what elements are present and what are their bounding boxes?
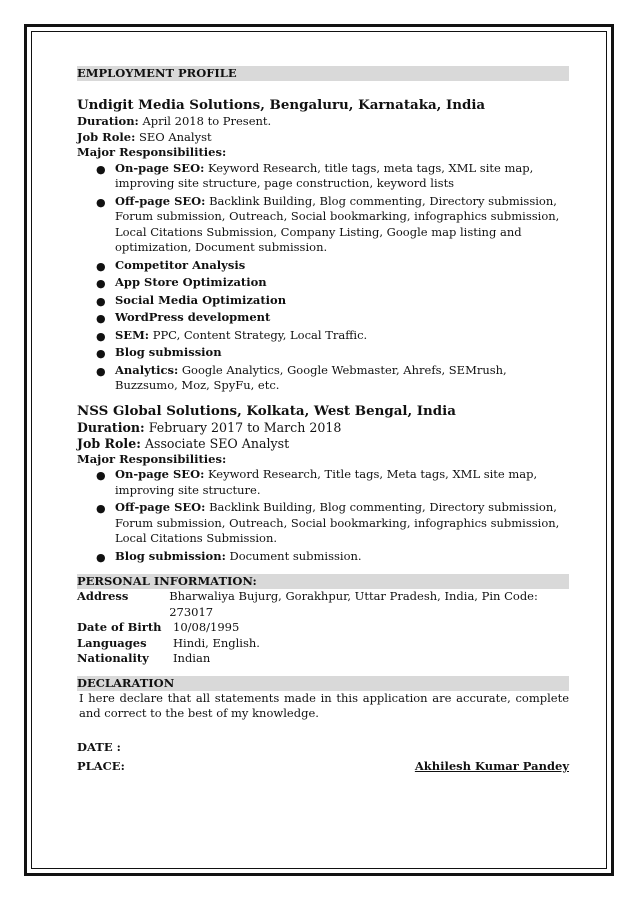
bullet-icon: ● <box>96 550 106 564</box>
list-item: ● SEM: PPC, Content Strategy, Local Traffic. <box>96 327 368 343</box>
job-entry <box>77 97 569 394</box>
responsibilities-list <box>77 467 569 564</box>
dob-row: Date of Birth 10/08/1995 <box>77 620 240 634</box>
job-role: Job Role: SEO Analyst <box>77 129 212 144</box>
list-item: ● Blog submission <box>96 345 222 360</box>
job-entry <box>77 403 569 565</box>
list-item: ● WordPress development <box>96 310 271 325</box>
address-row: Address Bharwaliya Bujurg, Gorakhpur, Uttar Pradesh, India, Pin Code: 273017 <box>77 589 538 619</box>
declaration-text: I here declare that all statements made in this application are accurate, complete and correct to the best of my knowledge. <box>79 690 569 720</box>
employment-heading: EMPLOYMENT PROFILE <box>77 66 569 81</box>
bullet-icon: ● <box>96 277 106 290</box>
list-item: ● On-page SEO: Keyword Research, title tags, meta tags, XML site map, improving site structure, page construction, keyword lists <box>96 160 534 190</box>
resume-content <box>77 66 569 775</box>
signature-row <box>77 759 569 775</box>
company-name: NSS Global Solutions, Kolkata, West Bengal, India <box>77 402 456 419</box>
bullet-icon: ● <box>96 195 106 209</box>
nationality-row: Nationality Indian <box>77 651 211 665</box>
list-item: ● Social Media Optimization <box>96 292 287 308</box>
signature-name: Akhilesh Kumar Pandey <box>414 759 569 773</box>
languages-row: Languages Hindi, English. <box>77 635 260 650</box>
job-duration: Duration: February 2017 to March 2018 <box>77 419 342 435</box>
list-item: ● Analytics: Google Analytics, Google Webmaster, Ahrefs, SEMrush, Buzzsumo, Moz, SpyFu, etc. <box>96 362 507 392</box>
bullet-icon: ● <box>96 347 106 360</box>
bullet-icon: ● <box>96 502 106 515</box>
responsibilities-label: Major Responsibilities: <box>77 451 227 466</box>
responsibilities-list <box>77 161 569 394</box>
list-item: ● Off-page SEO: Backlink Building, Blog commenting, Directory submission, Forum submission, Outreach, Social bookmarking, infographics submission, Local Citations Submission. <box>96 500 560 545</box>
job-role: Job Role: Associate SEO Analyst <box>77 435 290 451</box>
list-item: ● Competitor Analysis <box>96 257 246 273</box>
personal-heading: PERSONAL INFORMATION: <box>77 574 569 589</box>
bullet-icon: ● <box>96 329 106 343</box>
place-label: PLACE: <box>77 759 125 773</box>
declaration-heading: DECLARATION <box>77 676 569 691</box>
responsibilities-label: Major Responsibilities: <box>77 145 227 159</box>
bullet-icon: ● <box>96 312 106 325</box>
list-item: ● Blog submission: Document submission. <box>96 548 362 564</box>
bullet-icon: ● <box>96 259 106 273</box>
bullet-icon: ● <box>96 162 106 176</box>
list-item: ● Off-page SEO: Backlink Building, Blog commenting, Directory submission, Forum submission, Outreach, Social bookmarking, infographics submission, Local Citations Submission, Company Listing, Google map listing and optimization, Document submission. <box>96 193 560 254</box>
list-item: ● On-page SEO: Keyword Research, Title tags, Meta tags, XML site map, improving site structure. <box>96 467 538 497</box>
bullet-icon: ● <box>96 294 106 308</box>
date-label: DATE : <box>77 739 121 754</box>
bullet-icon: ● <box>96 469 106 482</box>
bullet-icon: ● <box>96 364 106 378</box>
personal-info <box>77 589 569 667</box>
list-item: ● App Store Optimization <box>96 275 267 290</box>
company-name: Undigit Media Solutions, Bengaluru, Karnataka, India <box>77 97 486 113</box>
job-duration: Duration: April 2018 to Present. <box>77 114 272 128</box>
